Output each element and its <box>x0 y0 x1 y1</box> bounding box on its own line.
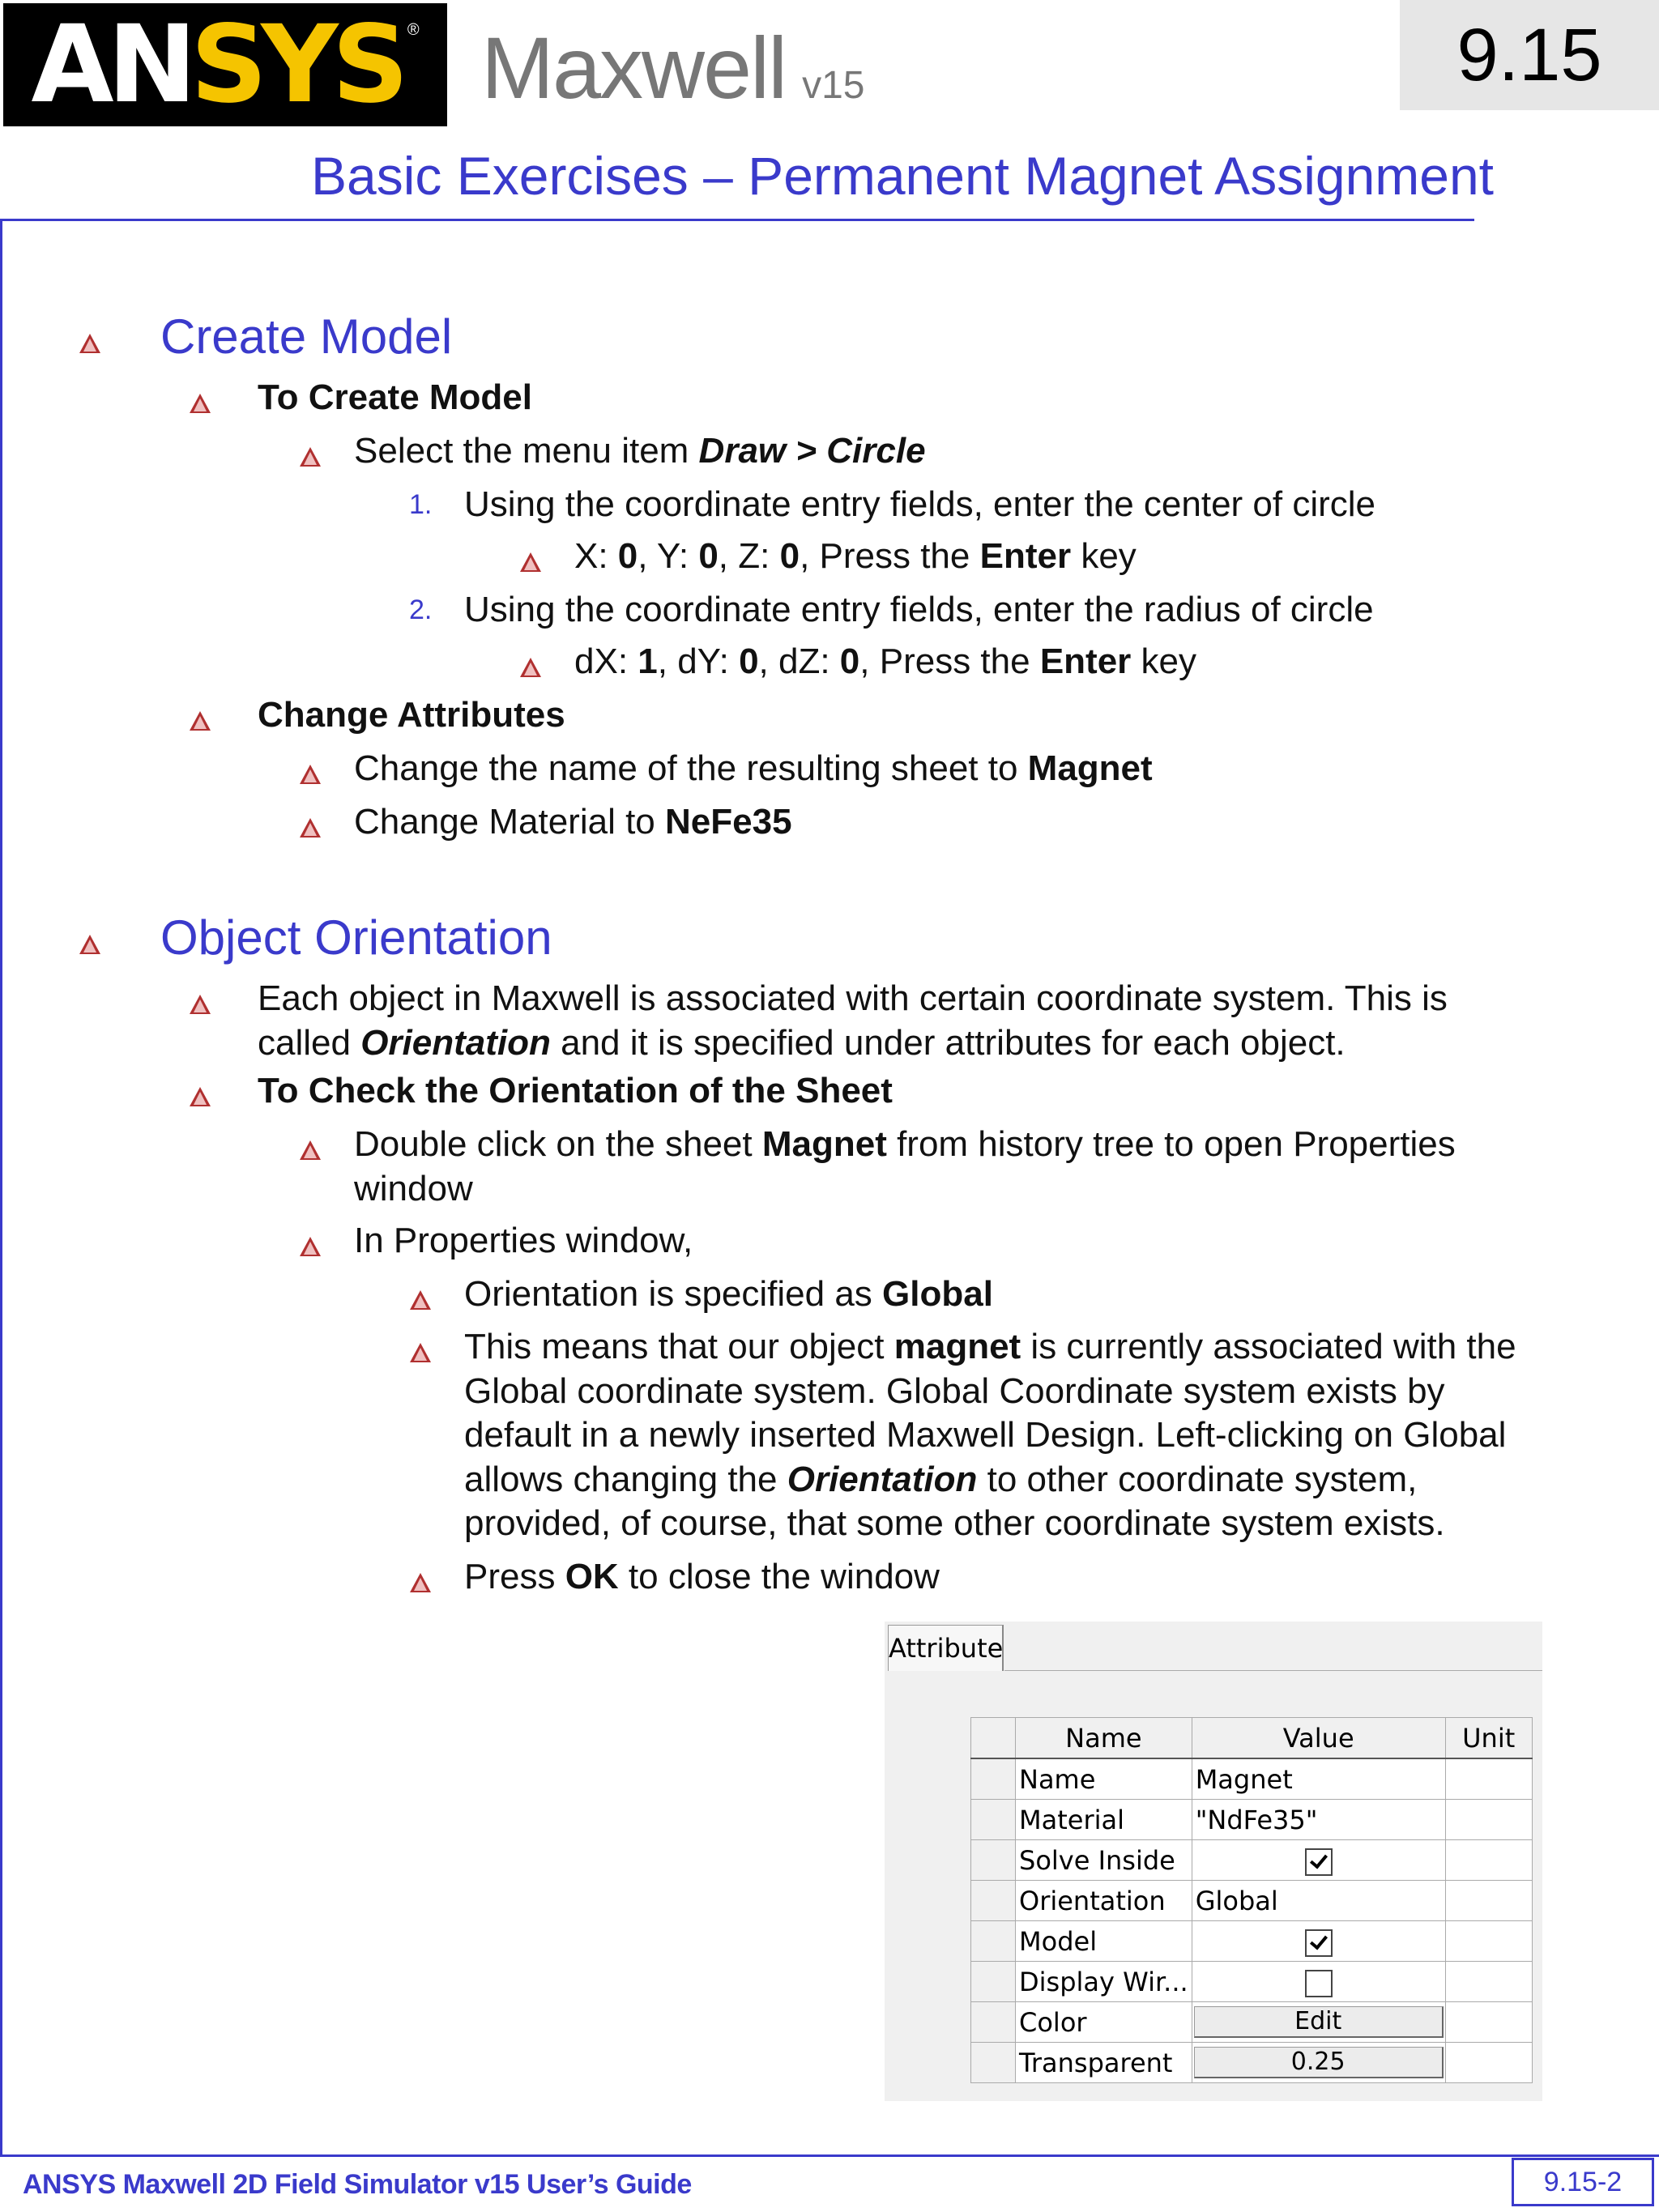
ok-instruction <box>464 1555 940 1599</box>
material-value: NeFe35 <box>665 802 792 842</box>
footer-divider <box>0 2154 1659 2157</box>
double-click-instruction <box>354 1123 1456 1166</box>
table-row[interactable] <box>971 1840 1533 1881</box>
triangle-bullet-icon <box>188 710 212 732</box>
subheading-check-orientation: To Check the Orientation of the Sheet <box>258 1071 893 1110</box>
instruction-text: Double click on the sheet <box>354 1124 762 1164</box>
triangle-bullet-icon <box>518 656 543 679</box>
coord-value: 0 <box>839 641 860 681</box>
solve-inside-checkbox-icon[interactable] <box>1305 1848 1333 1876</box>
coord-label: dX: <box>574 641 638 681</box>
key-suffix: key <box>1071 536 1137 576</box>
explanation-line-5: provided, of course, that some other coordinate system exists. <box>464 1503 1445 1543</box>
property-unit <box>1445 2002 1532 2043</box>
property-name: Model <box>1016 1921 1192 1962</box>
table-header-row <box>971 1718 1533 1759</box>
key-name: Enter <box>1039 641 1132 681</box>
explanation-line-4 <box>464 1458 1417 1502</box>
triangle-bullet-icon <box>298 445 322 468</box>
step-number-2: 2. <box>409 595 433 625</box>
explanation-text: This means that our object <box>464 1327 894 1366</box>
triangle-bullet-icon <box>518 551 543 573</box>
chapter-number: 9.15 <box>1400 0 1659 110</box>
object-name: magnet <box>893 1327 1021 1366</box>
property-value-color <box>1192 2002 1445 2043</box>
property-value-solve-inside <box>1192 1840 1445 1881</box>
instruction-text: to close the window <box>618 1557 940 1596</box>
column-header-value[interactable]: Value <box>1192 1718 1445 1759</box>
table-row[interactable] <box>971 1962 1533 2002</box>
press-text: , Press the <box>800 536 980 576</box>
triangle-bullet-icon <box>78 332 102 355</box>
orientation-term: Orientation <box>787 1460 978 1499</box>
property-name: Color <box>1016 2002 1192 2043</box>
color-edit-button[interactable]: Edit <box>1194 2006 1444 2038</box>
coord-label: , Y: <box>638 536 699 576</box>
column-header-unit[interactable]: Unit <box>1445 1718 1532 1759</box>
explanation-text: allows changing the <box>464 1460 787 1499</box>
paragraph-text: and it is specified under attributes for each object. <box>550 1023 1346 1063</box>
coord-value: 0 <box>617 536 638 576</box>
instruction-text: from history tree to open Properties <box>886 1124 1456 1164</box>
explanation-line-1 <box>464 1325 1516 1369</box>
tab-divider <box>1004 1670 1542 1671</box>
table-row[interactable] <box>971 1800 1533 1840</box>
property-unit <box>1445 1800 1532 1840</box>
column-header-name[interactable]: Name <box>1016 1718 1192 1759</box>
subheading-change-attributes: Change Attributes <box>258 695 565 735</box>
triangle-bullet-icon <box>408 1341 433 1364</box>
step-number-1: 1. <box>409 489 433 520</box>
triangle-bullet-icon <box>78 933 102 956</box>
product-version: v15 <box>802 64 865 107</box>
attribute-table <box>970 1717 1533 2083</box>
logo-sys-text: SYS <box>190 2 403 127</box>
key-suffix: key <box>1131 641 1197 681</box>
coord-value: 0 <box>779 536 800 576</box>
property-value-transparent <box>1192 2043 1445 2083</box>
table-row[interactable] <box>971 1881 1533 1921</box>
footer-page-number: 9.15-2 <box>1512 2158 1654 2206</box>
orientation-paragraph-line-1: Each object in Maxwell is associated with certain coordinate system. This is <box>258 978 1448 1018</box>
triangle-bullet-icon <box>298 763 322 786</box>
explanation-text: to other coordinate system, <box>977 1460 1418 1499</box>
row-header-corner <box>971 1718 1016 1759</box>
table-row[interactable] <box>971 1921 1533 1962</box>
triangle-bullet-icon <box>408 1289 433 1311</box>
menu-instruction <box>354 429 926 473</box>
property-unit <box>1445 2043 1532 2083</box>
property-name: Display Wir... <box>1016 1962 1192 2002</box>
press-text: , Press the <box>859 641 1040 681</box>
property-unit <box>1445 1962 1532 2002</box>
row-header[interactable] <box>971 1840 1016 1881</box>
property-value-material[interactable]: "NdFe35" <box>1192 1800 1445 1840</box>
transparency-button[interactable]: 0.25 <box>1194 2047 1444 2078</box>
coord-label: , dZ: <box>758 641 840 681</box>
property-value-display-wireframe <box>1192 1962 1445 2002</box>
explanation-text: is currently associated with the <box>1021 1327 1516 1366</box>
property-unit <box>1445 1921 1532 1962</box>
key-name: Enter <box>979 536 1072 576</box>
step-1-values <box>574 535 1137 578</box>
tab-attribute[interactable]: Attribute <box>888 1625 1004 1671</box>
property-name: Material <box>1016 1800 1192 1840</box>
property-value-orientation[interactable]: Global <box>1192 1881 1445 1921</box>
display-wireframe-checkbox-icon[interactable] <box>1305 1970 1333 1997</box>
section-heading-create-model: Create Model <box>160 309 453 364</box>
subheading-to-create-model: To Create Model <box>258 377 533 417</box>
model-checkbox-icon[interactable] <box>1305 1929 1333 1957</box>
triangle-bullet-icon <box>188 1085 212 1108</box>
paragraph-text: called <box>258 1023 361 1063</box>
material-instruction <box>354 800 792 844</box>
step-1-text: Using the coordinate entry fields, enter the center of circle <box>464 484 1376 524</box>
step-2-text: Using the coordinate entry fields, enter the radius of circle <box>464 590 1374 629</box>
property-name: Solve Inside <box>1016 1840 1192 1881</box>
property-name: Name <box>1016 1758 1192 1800</box>
double-click-instruction-line-2: window <box>354 1169 473 1208</box>
title-divider <box>0 219 1474 221</box>
row-header[interactable] <box>971 1800 1016 1840</box>
page-title: Basic Exercises – Permanent Magnet Assignment <box>310 146 1495 206</box>
property-unit <box>1445 1881 1532 1921</box>
triangle-bullet-icon <box>188 993 212 1016</box>
coord-value: 0 <box>698 536 719 576</box>
product-name <box>481 19 864 117</box>
row-header[interactable] <box>971 1881 1016 1921</box>
rename-instruction <box>354 747 1153 791</box>
footer-guide-title: ANSYS Maxwell 2D Field Simulator v15 User’s Guide <box>23 2169 692 2200</box>
coord-label: , Z: <box>718 536 780 576</box>
row-header[interactable] <box>971 2002 1016 2043</box>
table-row[interactable] <box>971 1758 1533 1800</box>
orientation-paragraph-line-2 <box>258 1021 1346 1065</box>
row-header[interactable] <box>971 1758 1016 1800</box>
menu-path: Draw > Circle <box>698 431 926 471</box>
coord-value: 1 <box>638 641 658 681</box>
explanation-line-3: default in a newly inserted Maxwell Design. Left-clicking on Global <box>464 1415 1507 1455</box>
triangle-bullet-icon <box>298 1235 322 1258</box>
rename-text: Change the name of the resulting sheet to <box>354 748 1028 788</box>
ok-label: OK <box>565 1557 619 1596</box>
property-unit <box>1445 1840 1532 1881</box>
coord-label: , dY: <box>657 641 740 681</box>
sheet-name: Magnet <box>761 1124 887 1164</box>
property-name: Orientation <box>1016 1881 1192 1921</box>
triangle-bullet-icon <box>188 392 212 415</box>
table-row[interactable] <box>971 2043 1533 2083</box>
properties-window-text: In Properties window, <box>354 1221 693 1260</box>
property-name: Transparent <box>1016 2043 1192 2083</box>
property-value-model <box>1192 1921 1445 1962</box>
triangle-bullet-icon <box>298 1139 322 1161</box>
table-row[interactable] <box>971 2002 1533 2043</box>
orientation-value: Global <box>882 1274 993 1314</box>
coord-value: 0 <box>739 641 759 681</box>
step-2-values <box>574 640 1196 684</box>
rename-value: Magnet <box>1027 748 1153 788</box>
attribute-panel <box>885 1622 1542 2101</box>
triangle-bullet-icon <box>408 1571 433 1594</box>
property-value-name-field[interactable]: Magnet <box>1192 1758 1445 1800</box>
explanation-line-2: Global coordinate system. Global Coordinate system exists by <box>464 1371 1445 1411</box>
menu-instruction-text: Select the menu item <box>354 431 699 471</box>
left-border <box>0 219 2 2156</box>
coord-label: X: <box>574 536 618 576</box>
property-unit <box>1445 1758 1532 1800</box>
orientation-term: Orientation <box>360 1023 551 1063</box>
logo-an-text: AN <box>31 2 191 127</box>
instruction-text: Orientation is specified as <box>464 1274 883 1314</box>
section-heading-object-orientation: Object Orientation <box>160 910 552 965</box>
row-header[interactable] <box>971 1921 1016 1962</box>
row-header[interactable] <box>971 2043 1016 2083</box>
product-title: Maxwell <box>481 19 787 117</box>
triangle-bullet-icon <box>298 816 322 839</box>
instruction-text: Press <box>464 1557 565 1596</box>
logo-registered-mark: ® <box>407 21 420 39</box>
ansys-logo <box>3 3 447 126</box>
material-text: Change Material to <box>354 802 665 842</box>
orientation-global-text <box>464 1272 993 1316</box>
row-header[interactable] <box>971 1962 1016 2002</box>
